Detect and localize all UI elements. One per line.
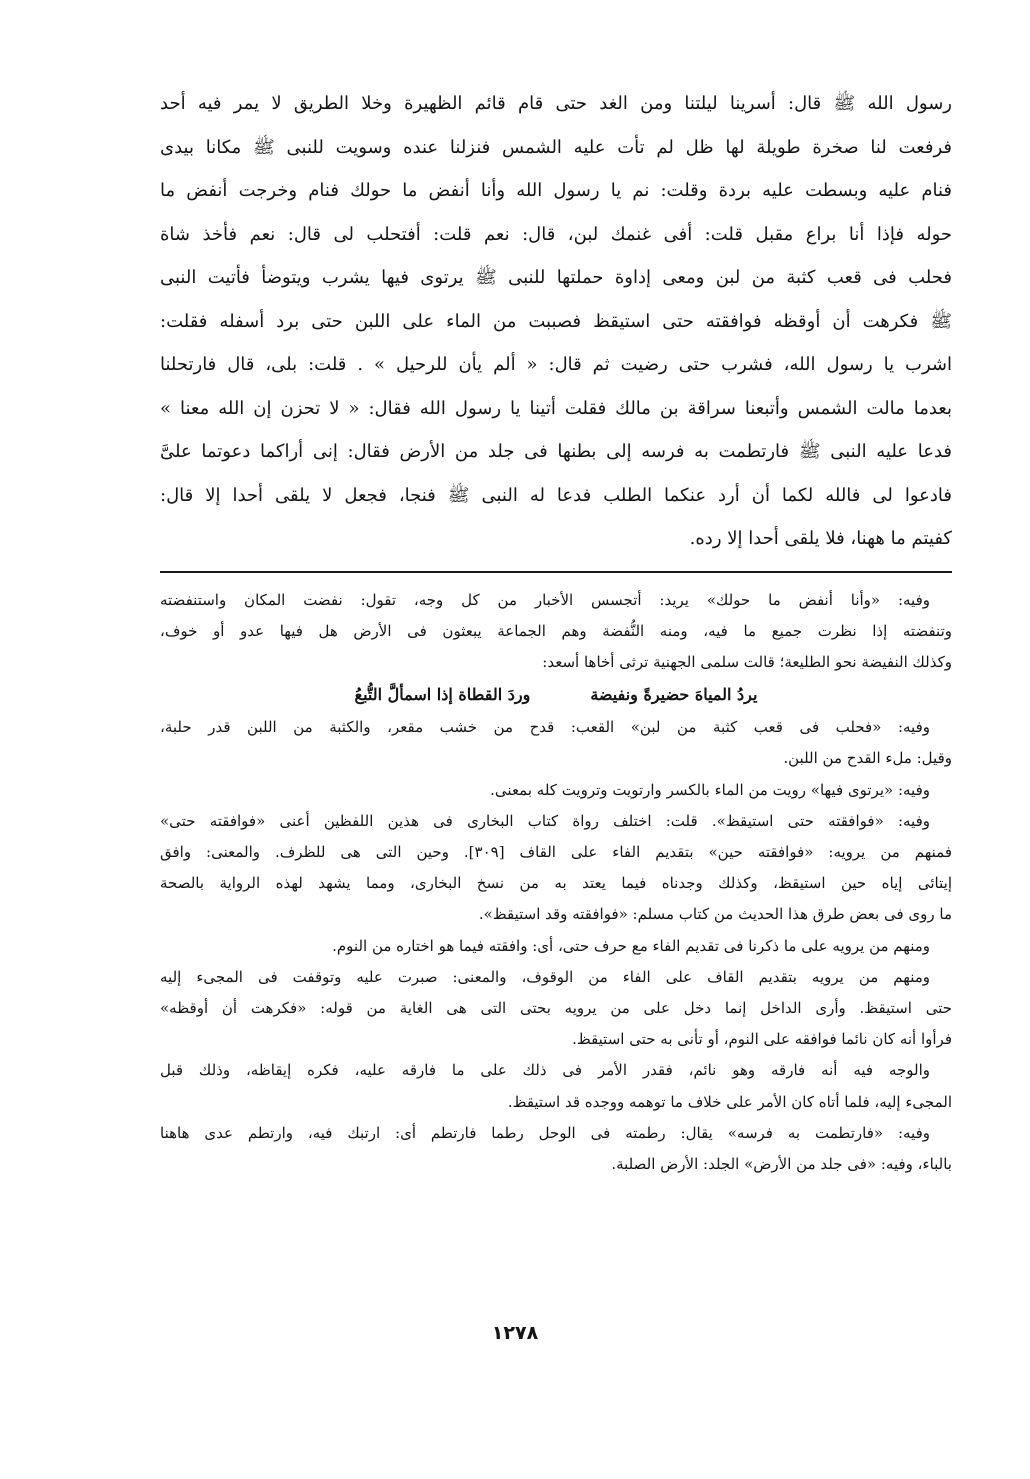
main-line: رسول الله ﷺ قال: أسرينا ليلتنا ومن الغد حتى قام قائم الظهيرة وخلا الطريق لا يمر فيه أحد	[160, 93, 952, 114]
note-line: وكذلك النفيضة نحو الطليعة؛ قالت سلمى الجهنية ترثى أخاها أسعد:	[542, 652, 952, 671]
note-line: وفيه: «يرتوى فيها» رويت من الماء بالكسر وارتويت وترويت كله بمعنى.	[490, 780, 930, 799]
main-line: فرفعت لنا صخرة طويلة لها ظل لم تأت عليه الشمس فنزلنا عنده وسويت للنبى ﷺ مكانا بيدى	[160, 136, 952, 158]
note-line: إيتائى إياه حين استيقظ، وكذلك وجدناه فيما يعتد به من نسخ البخارى، ومما يشهد لهذه الرواية بالصحة	[160, 874, 952, 893]
main-line: اشرب يا رسول الله، فشرب حتى رضيت ثم قال: « ألم يأن للرحيل » . قلت: بلى، قال فارتحلنا	[160, 354, 952, 375]
main-line: كفيتم ما ههنا، فلا يلقى أحدا إلا رده.	[689, 528, 952, 549]
main-line: فنام عليه وبسطت عليه بردة وقلت: نم يا رسول الله وأنا أنفض ما حولك فنام وخرجت أنفض ما	[160, 180, 952, 201]
section-divider	[160, 571, 952, 573]
note-line: المجىء إليه، فلما أتاه كان الأمر على خلاف ما توهمه ووجده قد استيقظ.	[507, 1092, 952, 1111]
main-line: ﷺ فكرهت أن أوقظه فوافقته حتى استيقظ فصببت من الماء على اللبن حتى برد أسفله فقلت:	[160, 310, 952, 332]
note-line: ومنهم من يرويه بتقديم القاف على الفاء من الوقوف، والمعنى: صبرت عليه وتوقفت فى المجىء إليه	[160, 967, 930, 986]
note-line: وفيه: «فحلب فى قعب كثبة من لبن» القعب: قدح من خشب مقعر، والكثبة من اللبن قدر حلبة،	[160, 718, 930, 737]
verse-first-hemistich: يردُ المياهَ حضيرةً ونفيضة	[590, 685, 758, 705]
main-line: حوله فإذا أنا براع مقبل قلت: أفى غنمك لبن، قال: نعم قلت: أفتحلب لى قال: نعم فأخذ شاة	[160, 223, 952, 245]
poetry-verse	[160, 678, 952, 712]
page-body	[160, 82, 952, 1180]
note-line: والوجه فيه أنه فارقه وهو نائم، فقدر الأمر فى ذلك على ما فارقه عليه، فكره إيقاظه، وذلك قبل	[160, 1061, 930, 1080]
main-hadith-text	[160, 82, 952, 561]
page-number: ١٢٧٨	[491, 1322, 539, 1344]
commentary-notes	[160, 585, 952, 1181]
note-line: بالباء، وفيه: «فى جلد من الأرض» الجلد: الأرض الصلبة.	[611, 1154, 952, 1173]
note-line: وفيه: «وأنا أنفض ما حولك» يريد: أتجسس الأخبار من كل وجه، تقول: نفضت المكان واستنفضته	[160, 590, 930, 609]
note-line: فرأوا أنه كان نائما فوافقه على النوم، أو تأنى به حتى استيقظ.	[572, 1030, 952, 1049]
note-line: وفيه: «فارتطمت به فرسه» يقال: رطمته فى الوحل رطما فارتطم أى: ارتبك فيه، وارتطم عدى هاهنا	[160, 1123, 930, 1142]
note-line: وقيل: ملء القدح من اللبن.	[783, 749, 952, 768]
note-line: وفيه: «فوافقته حتى استيقظ». قلت: اختلف رواة كتاب البخارى فى هذين اللفظين أعنى «فوافقته حتى»	[160, 811, 930, 830]
main-line: بعدما مالت الشمس وأتبعنا سراقة بن مالك فقلت أتينا يا رسول الله فقال: « لا تحزن إن الله معنا »	[160, 397, 952, 419]
note-line: وتنفضته إذا نظرت جميع ما فيه، ومنه النُّفضة وهم الجماعة يبعثون فى الأرض هل فيها عدو أو خوف،	[160, 621, 952, 640]
note-line: ما روى فى بعض طرق هذا الحديث من كتاب مسلم: «فوافقته وقد استيقظ».	[478, 905, 952, 924]
main-line: فادعوا لى فالله لكما أن أرد عنكما الطلب فدعا له النبى ﷺ فنجا، فجعل لا يلقى أحدا إلا قال:	[160, 484, 952, 506]
note-line: حتى استيقظ. وأرى الداخل إنما دخل على من يرويه بحتى التى هى الغاية من قوله: «فكرهت أن أوقظه»	[160, 998, 952, 1017]
main-line: فحلب فى قعب كثبة من لبن ومعى إداوة حملتها للنبى ﷺ يرتوى فيها يشرب ويتوضأ فأتيت النبى	[160, 267, 952, 288]
verse-second-hemistich: وردَ القطاة إذا اسمألَّ التُّبعُ	[354, 685, 531, 705]
main-line: فدعا عليه النبى ﷺ فارتطمت به فرسه إلى بطنها فى جلد من الأرض فقال: إنى أراكما دعوتما علىَّ	[160, 441, 952, 462]
note-line: فمنهم من يرويه: «فوافقته حين» بتقديم الفاء على القاف [٣٠٩]. وحين التى هى للظرف. والمعنى: وافق	[160, 842, 952, 861]
note-line: ومنهم من يرويه على ما ذكرنا فى تقديم الفاء مع حرف حتى، أى: وافقته فيما هو اختاره من النوم.	[332, 936, 930, 955]
